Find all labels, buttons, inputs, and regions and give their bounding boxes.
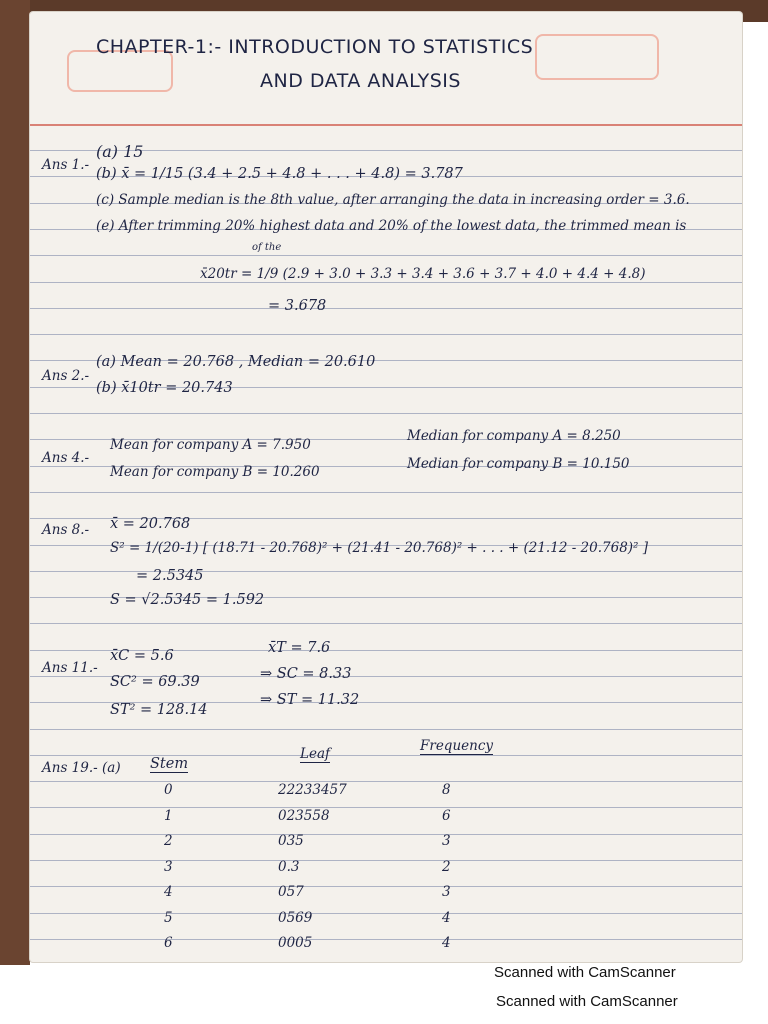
stem-leaf-leaf: 035 (278, 833, 304, 849)
leaf-header: Leaf (300, 746, 330, 762)
ans1-part-a: (a) 15 (96, 142, 144, 161)
stem-leaf-frequency: 6 (442, 808, 451, 824)
ans1-part-e-cont: of the (252, 242, 282, 253)
ans1-label: Ans 1.- (42, 157, 90, 173)
ans8-std-dev: S = √2.5345 = 1.592 (110, 592, 265, 608)
ruled-line (30, 939, 742, 940)
ruled-line (30, 282, 742, 283)
stem-leaf-leaf: 0.3 (278, 859, 300, 875)
ans11-sd-t: ⇒ ST = 11.32 (260, 692, 360, 708)
ruled-line (30, 860, 742, 861)
ans4-label: Ans 4.- (42, 450, 90, 466)
stem-leaf-frequency: 3 (442, 833, 451, 849)
ruled-line (30, 886, 742, 887)
ans11-label: Ans 11.- (42, 660, 98, 676)
stem-leaf-stem: 2 (164, 833, 173, 849)
ans8-variance-formula: S² = 1/(20-1) [ (18.71 - 20.768)² + (21.41 - 20.768)² + . . . + (21.12 - 20.768)² ] (110, 540, 649, 556)
ans1-part-c: (c) Sample median is the 8th value, after arranging the data in increasing order = 3.6. (96, 192, 690, 208)
watermark-line1: Scanned with CamScanner (494, 964, 676, 981)
ruled-line (30, 781, 742, 782)
notebook-page (30, 12, 742, 962)
stem-leaf-frequency: 4 (442, 910, 451, 926)
ans8-mean: x̄ = 20.768 (110, 516, 191, 532)
ans19-label: Ans 19.- (42, 760, 98, 776)
ruled-line (30, 255, 742, 256)
ruled-line (30, 413, 742, 414)
ans11-sd-c: ⇒ SC = 8.33 (260, 666, 352, 682)
ans4-median-b: Median for company B = 10.150 (407, 456, 630, 472)
stem-leaf-frequency: 3 (442, 884, 451, 900)
stem-leaf-leaf: 0569 (278, 910, 313, 926)
date-page-box (535, 34, 659, 80)
ruled-line (30, 807, 742, 808)
ans11-mean-t: x̄T = 7.6 (268, 640, 331, 656)
ans4-median-a: Median for company A = 8.250 (407, 428, 621, 444)
ans11-mean-c: x̄C = 5.6 (110, 648, 174, 664)
table-edge-left (0, 0, 30, 965)
stem-leaf-frequency: 2 (442, 859, 451, 875)
stem-leaf-stem: 0 (164, 782, 173, 798)
ans1-part-e: (e) After trimming 20% highest data and 20% of the lowest data, the trimmed mean is (96, 218, 687, 234)
chapter-title-line1: CHAPTER-1:- INTRODUCTION TO STATISTICS (96, 36, 534, 58)
frequency-header: Frequency (420, 738, 494, 754)
chapter-title-line2: AND DATA ANALYSIS (260, 70, 461, 92)
stem-leaf-stem: 1 (164, 808, 173, 824)
stem-leaf-leaf: 0005 (278, 935, 313, 951)
ans11-var-c: SC² = 69.39 (110, 674, 200, 690)
ruled-line (30, 755, 742, 756)
ruled-line (30, 834, 742, 835)
header-rule (30, 124, 742, 126)
ruled-line (30, 913, 742, 914)
stem-leaf-stem: 6 (164, 935, 173, 951)
ruled-line (30, 729, 742, 730)
ans8-variance-value: = 2.5345 (136, 568, 204, 584)
ans2-part-b: (b) x̄10tr = 20.743 (96, 380, 233, 396)
stem-leaf-frequency: 8 (442, 782, 451, 798)
ans1-part-b: (b) x̄ = 1/15 (3.4 + 2.5 + 4.8 + . . . + 4.8) = 3.787 (96, 166, 463, 182)
watermark-line2: Scanned with CamScanner (496, 993, 678, 1010)
ans1-trimmed-result: = 3.678 (268, 298, 327, 314)
stem-leaf-stem: 5 (164, 910, 173, 926)
stem-header: Stem (150, 756, 189, 772)
ruled-line (30, 623, 742, 624)
stem-leaf-stem: 4 (164, 884, 173, 900)
ans11-var-t: ST² = 128.14 (110, 702, 208, 718)
stem-leaf-leaf: 22233457 (278, 782, 347, 798)
ans8-label: Ans 8.- (42, 522, 90, 538)
ruled-line (30, 308, 742, 309)
stem-leaf-leaf: 023558 (278, 808, 330, 824)
ans4-mean-a: Mean for company A = 7.950 (110, 437, 311, 453)
ruled-line (30, 492, 742, 493)
ans2-part-a: (a) Mean = 20.768 , Median = 20.610 (96, 354, 376, 370)
ans1-trimmed-equation: x̄20tr = 1/9 (2.9 + 3.0 + 3.3 + 3.4 + 3.6 + 3.7 + 4.0 + 4.4 + 4.8) (200, 266, 646, 282)
ans2-label: Ans 2.- (42, 368, 90, 384)
stem-leaf-leaf: 057 (278, 884, 304, 900)
ruled-line (30, 334, 742, 335)
ans19-part-a: (a) (102, 760, 121, 776)
stem-leaf-frequency: 4 (442, 935, 451, 951)
stem-leaf-stem: 3 (164, 859, 173, 875)
ans4-mean-b: Mean for company B = 10.260 (110, 464, 320, 480)
